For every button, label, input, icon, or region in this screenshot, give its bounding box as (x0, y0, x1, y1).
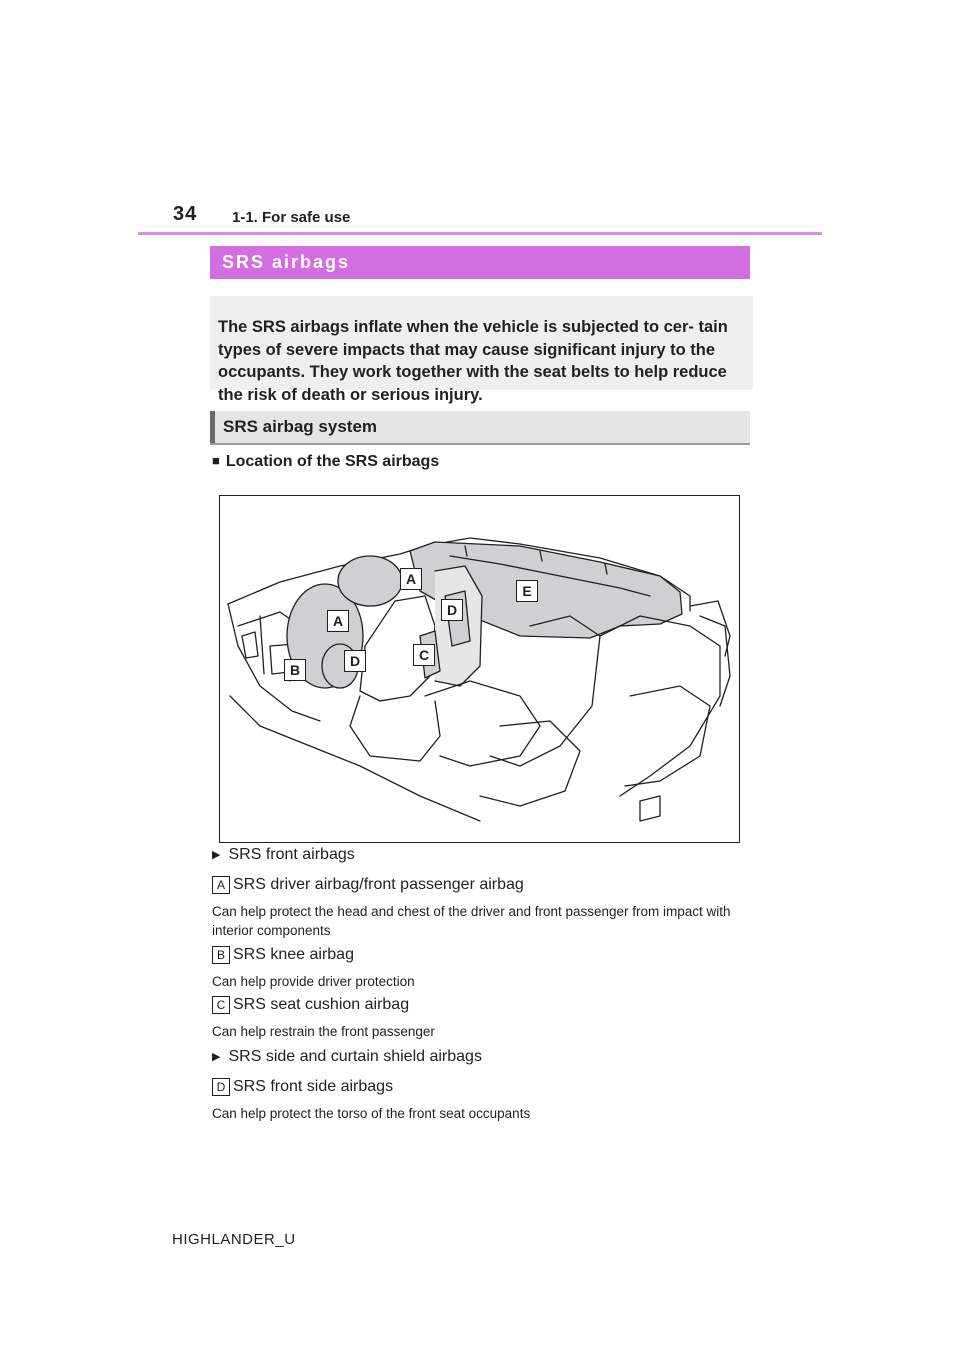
item-description: Can help provide driver protection (212, 974, 415, 989)
square-bullet-icon: ■ (212, 453, 220, 468)
section-banner: SRS airbags (210, 246, 750, 279)
group-title-front-airbags (212, 846, 355, 864)
item-title-text: SRS seat cushion airbag (233, 996, 410, 1013)
item-description: Can help protect the head and chest of the driver and front passenger from impact with interior components (212, 904, 731, 938)
item-description: Can help protect the torso of the front seat occupants (212, 1106, 531, 1121)
group-title-side-curtain-airbags (212, 1048, 482, 1066)
item-title (212, 876, 524, 894)
location-heading (212, 453, 439, 471)
key-box: C (212, 996, 230, 1014)
group-title-text: SRS front airbags (228, 846, 355, 863)
key-box: A (212, 876, 230, 894)
triangle-bullet-icon: ▶ (212, 849, 221, 861)
callout-label: C (413, 644, 435, 666)
location-title: Location of the SRS airbags (225, 453, 440, 470)
key-box: B (212, 946, 230, 964)
callout-label: B (284, 659, 306, 681)
triangle-bullet-icon: ▶ (212, 1051, 221, 1063)
item-title (212, 996, 409, 1014)
callout-label: E (516, 580, 538, 602)
item-description: Can help restrain the front passenger (212, 1024, 435, 1039)
item-title-text: SRS driver airbag/front passenger airbag (233, 876, 524, 893)
item-title-text: SRS knee airbag (233, 946, 354, 963)
callout-label: A (327, 610, 349, 632)
item-title (212, 1078, 393, 1096)
callout-label: A (400, 568, 422, 590)
subheading-rule (210, 443, 750, 445)
intro-box (210, 296, 753, 404)
page-number: 34 (173, 203, 198, 225)
item-title (212, 946, 354, 964)
group-title-text: SRS side and curtain shield airbags (228, 1048, 482, 1065)
header-rule (138, 232, 822, 235)
footer-model: HIGHLANDER_U (172, 1231, 296, 1248)
intro-text: The SRS airbags inflate when the vehicle is subjected to cer- tain types of severe impacts that may cause significant injury to the occupants. They work together with the seat belts to help reduce the risk of death or serious injury. (218, 318, 728, 404)
subheading: SRS airbag system (210, 411, 750, 444)
airbag-location-figure (219, 495, 740, 843)
item-title-text: SRS front side airbags (233, 1078, 394, 1095)
key-box: D (212, 1078, 230, 1096)
callout-label: D (344, 650, 366, 672)
section-breadcrumb: 1-1. For safe use (232, 209, 351, 226)
callout-label: D (441, 599, 463, 621)
